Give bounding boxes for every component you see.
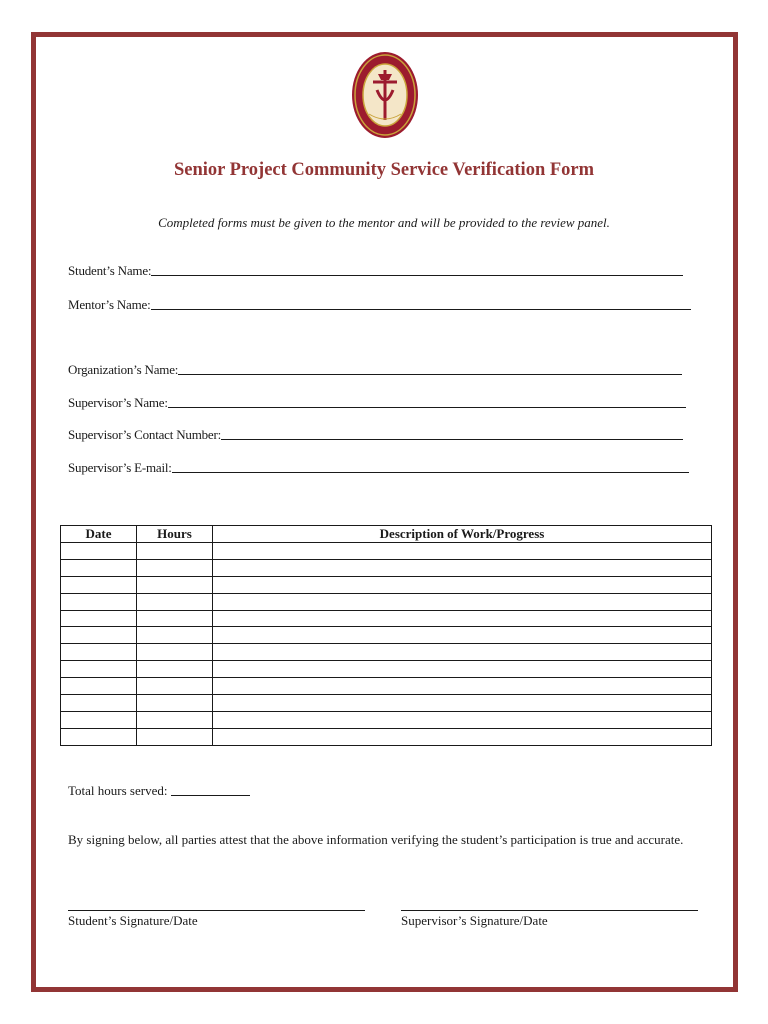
description-cell[interactable]	[213, 711, 712, 728]
hours-cell[interactable]	[137, 644, 213, 661]
description-cell[interactable]	[213, 593, 712, 610]
date-cell[interactable]	[61, 593, 137, 610]
date-cell[interactable]	[61, 559, 137, 576]
student-name-label: Student’s Name:	[68, 263, 152, 278]
table-row	[61, 627, 712, 644]
date-cell[interactable]	[61, 661, 137, 678]
table-row	[61, 711, 712, 728]
table-row	[61, 644, 712, 661]
supervisor-contact-label: Supervisor’s Contact Number:	[68, 427, 222, 442]
supervisor-contact-field[interactable]	[68, 426, 683, 443]
total-hours-label: Total hours served:	[68, 783, 168, 798]
organization-name-field[interactable]	[68, 361, 682, 378]
table-row	[61, 661, 712, 678]
attestation-text: By signing below, all parties attest that the above information verifying the student’s participation is true and accurate.	[68, 832, 684, 847]
table-row	[61, 695, 712, 712]
table-row	[61, 559, 712, 576]
table-row	[61, 610, 712, 627]
form-instructions: Completed forms must be given to the mentor and will be provided to the review panel.	[158, 215, 610, 230]
total-hours-field[interactable]	[68, 782, 250, 799]
hours-cell[interactable]	[137, 678, 213, 695]
mentor-name-field[interactable]	[68, 296, 691, 313]
hours-cell[interactable]	[137, 576, 213, 593]
mentor-name-label: Mentor’s Name:	[68, 297, 151, 312]
date-cell[interactable]	[61, 728, 137, 745]
description-cell[interactable]	[213, 627, 712, 644]
hours-cell[interactable]	[137, 728, 213, 745]
description-cell[interactable]	[213, 728, 712, 745]
description-column-header: Description of Work/Progress	[213, 526, 712, 543]
description-cell[interactable]	[213, 678, 712, 695]
table-row	[61, 576, 712, 593]
date-cell[interactable]	[61, 678, 137, 695]
organization-name-label: Organization’s Name:	[68, 362, 179, 377]
description-cell[interactable]	[213, 543, 712, 560]
hours-cell[interactable]	[137, 711, 213, 728]
hours-cell[interactable]	[137, 593, 213, 610]
table-row	[61, 593, 712, 610]
form-title: Senior Project Community Service Verification Form	[173, 160, 595, 180]
school-seal-icon	[351, 50, 419, 140]
hours-cell[interactable]	[137, 543, 213, 560]
table-header-row	[61, 526, 712, 543]
hours-cell[interactable]	[137, 610, 213, 627]
supervisor-signature-line[interactable]	[401, 910, 698, 911]
supervisor-signature-label: Supervisor’s Signature/Date	[401, 913, 548, 928]
table-row	[61, 543, 712, 560]
date-cell[interactable]	[61, 711, 137, 728]
date-cell[interactable]	[61, 695, 137, 712]
date-cell[interactable]	[61, 627, 137, 644]
description-cell[interactable]	[213, 610, 712, 627]
hours-column-header: Hours	[137, 526, 213, 543]
supervisor-name-field[interactable]	[68, 394, 686, 411]
description-cell[interactable]	[213, 644, 712, 661]
table-row	[61, 728, 712, 745]
date-cell[interactable]	[61, 644, 137, 661]
student-signature-line[interactable]	[68, 910, 365, 911]
supervisor-name-label: Supervisor’s Name:	[68, 395, 168, 410]
supervisor-email-label: Supervisor’s E-mail:	[68, 460, 172, 475]
supervisor-email-field[interactable]	[68, 459, 689, 476]
date-cell[interactable]	[61, 543, 137, 560]
hours-cell[interactable]	[137, 661, 213, 678]
description-cell[interactable]	[213, 695, 712, 712]
description-cell[interactable]	[213, 559, 712, 576]
hours-cell[interactable]	[137, 627, 213, 644]
hours-cell[interactable]	[137, 559, 213, 576]
date-cell[interactable]	[61, 610, 137, 627]
student-signature-label: Student’s Signature/Date	[68, 913, 198, 928]
student-name-field[interactable]	[68, 262, 683, 279]
date-column-header: Date	[61, 526, 137, 543]
date-cell[interactable]	[61, 576, 137, 593]
hours-cell[interactable]	[137, 695, 213, 712]
description-cell[interactable]	[213, 576, 712, 593]
service-log-table	[60, 525, 712, 746]
description-cell[interactable]	[213, 661, 712, 678]
table-row	[61, 678, 712, 695]
